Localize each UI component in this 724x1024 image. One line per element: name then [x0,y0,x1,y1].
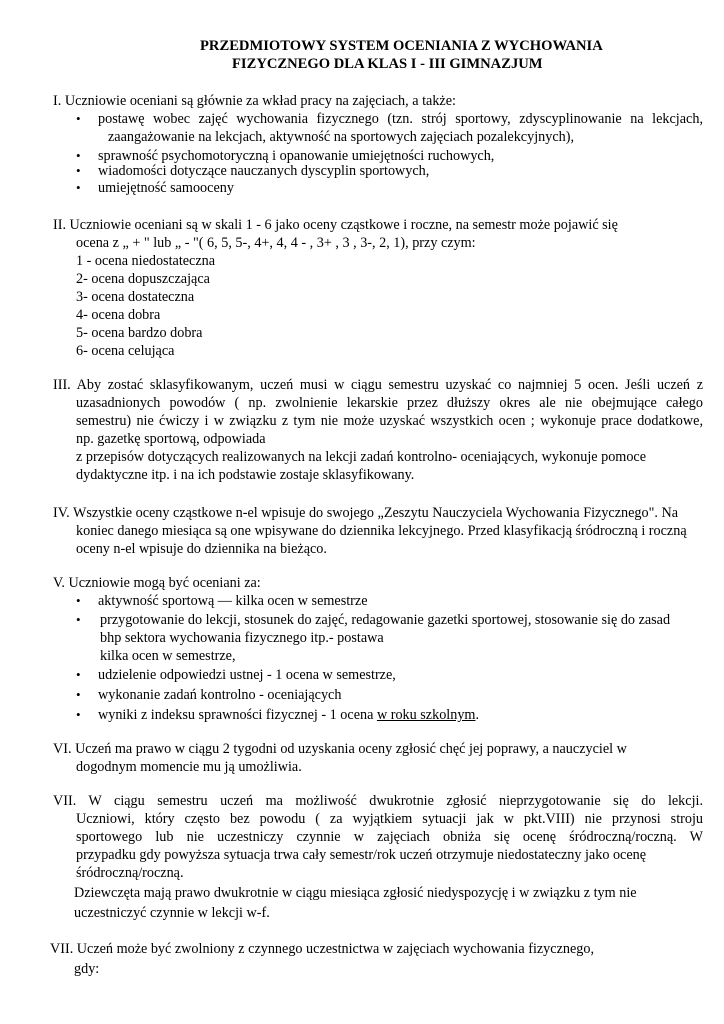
section-6-line-2: dogodnym momencie mu ją umożliwia. [76,759,302,775]
section-3-line-4: np. gazetkę sportową, odpowiada [76,431,266,447]
bullet-5-text: wyniki z indeksu sprawności fizycznej - 1 ocena [98,707,377,723]
bullet-mark: • [76,667,81,682]
section-3-line-3: semestru) nie ćwiczy i w związku z tym nie może uzyskać wszystkich ocen ; wykonuje prace dodatkowe, [76,413,703,429]
section-5-bullet-5 [98,706,479,724]
bullet-mark: • [76,612,81,627]
section-4-line-2: koniec danego miesiąca są one wpisywane do dziennika lekcyjnego. Przed klasyfikacją śródroczną i roczną [76,523,687,539]
section-1-intro: I. Uczniowie oceniani są głównie za wkład pracy na zajęciach, a także: [53,93,456,109]
section-3-line-1: III. Aby zostać sklasyfikowanym, uczeń musi w ciągu semestru uzyskać co najmniej 5 ocen. Jeśli uczeń z [53,377,703,393]
section-4-line-3: oceny n-el wpisuje do dziennika na bieżąco. [76,541,327,557]
section-8-line-1: VII. Uczeń może być zwolniony z czynnego uczestnictwa w zajęciach wychowania fizycznego, [50,941,594,957]
section-5-bullet-2-line-2: bhp sektora wychowania fizycznego itp.- postawa [100,630,384,646]
section-5-bullet-4: wykonanie zadań kontrolno - oceniających [98,687,342,703]
section-7-line-2: Uczniowi, który często bez powodu ( za wyjątkiem sytuacji jak w pkt.VIII) nie przynosi stroju [76,811,703,827]
bullet-mark: • [76,163,81,178]
section-5-bullet-3: udzielenie odpowiedzi ustnej - 1 ocena w semestrze, [98,667,396,683]
grade-6: 6- ocena celująca [76,343,175,359]
section-6-line-1: VI. Uczeń ma prawo w ciągu 2 tygodni od uzyskania oceny zgłosić chęć jej poprawy, a nauczyciel w [53,741,627,757]
grade-2: 2- ocena dopuszczająca [76,271,210,287]
section-1-bullet-1-line-2: zaangażowanie na lekcjach, aktywność na sportowych zajęciach pozalekcyjnych), [108,129,574,145]
bullet-5-underlined: w roku szkolnym [376,707,476,723]
grade-3: 3- ocena dostateczna [76,289,195,305]
section-7-line-1: VII. W ciągu semestru uczeń ma możliwość dwukrotnie zgłosić nieprzygotowanie się do lekcji. [53,793,703,809]
section-3-line-6: dydaktyczne itp. i na ich podstawie zostaje sklasyfikowany. [76,467,415,483]
grade-1: 1 - ocena niedostateczna [76,253,216,269]
section-1-bullet-2: sprawność psychomotoryczną i opanowanie umiejętności ruchowych, [98,148,495,164]
section-5-bullet-1: aktywność sportową — kilka ocen w semestrze [98,593,368,609]
bullet-mark: • [76,148,81,163]
grade-5: 5- ocena bardzo dobra [76,325,203,341]
section-7-line-7: uczestniczyć czynnie w lekcji w-f. [74,905,270,921]
section-2-line-2: ocena z „ + " lub „ - "( 6, 5, 5-, 4+, 4, 4 - , 3+ , 3 , 3-, 2, 1), przy czym: [76,235,476,251]
section-5-bullet-2-line-1: przygotowanie do lekcji, stosunek do zajęć, redagowanie gazetki sportowej, stosowanie się do zasad [100,612,671,628]
section-7-line-5: śródroczną/roczną. [76,865,184,881]
section-7-line-6: Dziewczęta mają prawo dwukrotnie w ciągu miesiąca zgłosić niedyspozycję i w związku z tym nie [74,885,637,901]
section-2-line-1: II. Uczniowie oceniani są w skali 1 - 6 jako oceny cząstkowe i roczne, na semestr może pojawić się [53,217,618,233]
grade-4: 4- ocena dobra [76,307,161,323]
section-7-line-4: przypadku gdy powyższa sytuacja trwa cały semestr/rok uczeń otrzymuje niedostateczny jako ocenę [76,847,647,863]
document-title-line-2: FIZYCZNEGO DLA KLAS I - III GIMNAZJUM [232,56,543,72]
bullet-mark: • [76,111,81,126]
section-8-line-2: gdy: [74,961,100,977]
section-5-intro: V. Uczniowie mogą być oceniani za: [53,575,261,591]
section-4-line-1: IV. Wszystkie oceny cząstkowe n-el wpisuje do swojego „Zeszytu Nauczyciela Wychowania Fizycznego". Na [53,505,679,521]
section-1-bullet-3: wiadomości dotyczące nauczanych dyscyplin sportowych, [98,163,430,179]
section-7-line-3: sportowego lub nie uczestniczy czynnie w zajęciach obniża się ocenę śródroczną/roczną. W [76,829,703,845]
bullet-mark: • [76,180,81,195]
section-3-line-2: uzasadnionych powodów ( np. zwolnienie lekarskie przez dłuższy okres ale nie obejmujące całego [76,395,703,411]
section-1-bullet-1-line-1: postawę wobec zajęć wychowania fizycznego (tzn. strój sportowy, zdyscyplinowanie na lekcjach, [98,111,703,127]
section-3-line-5: z przepisów dotyczących realizowanych na lekcji zadań kontrolno- oceniających, wykonuje pomoce [76,449,647,465]
bullet-mark: • [76,593,81,608]
bullet-mark: • [76,707,81,722]
section-1-bullet-4: umiejętność samooceny [98,180,234,196]
bullet-mark: • [76,687,81,702]
bullet-5-end: . [475,707,480,723]
section-5-bullet-2-line-3: kilka ocen w semestrze, [100,648,236,664]
document-title-line-1: PRZEDMIOTOWY SYSTEM OCENIANIA Z WYCHOWANIA [200,38,603,54]
